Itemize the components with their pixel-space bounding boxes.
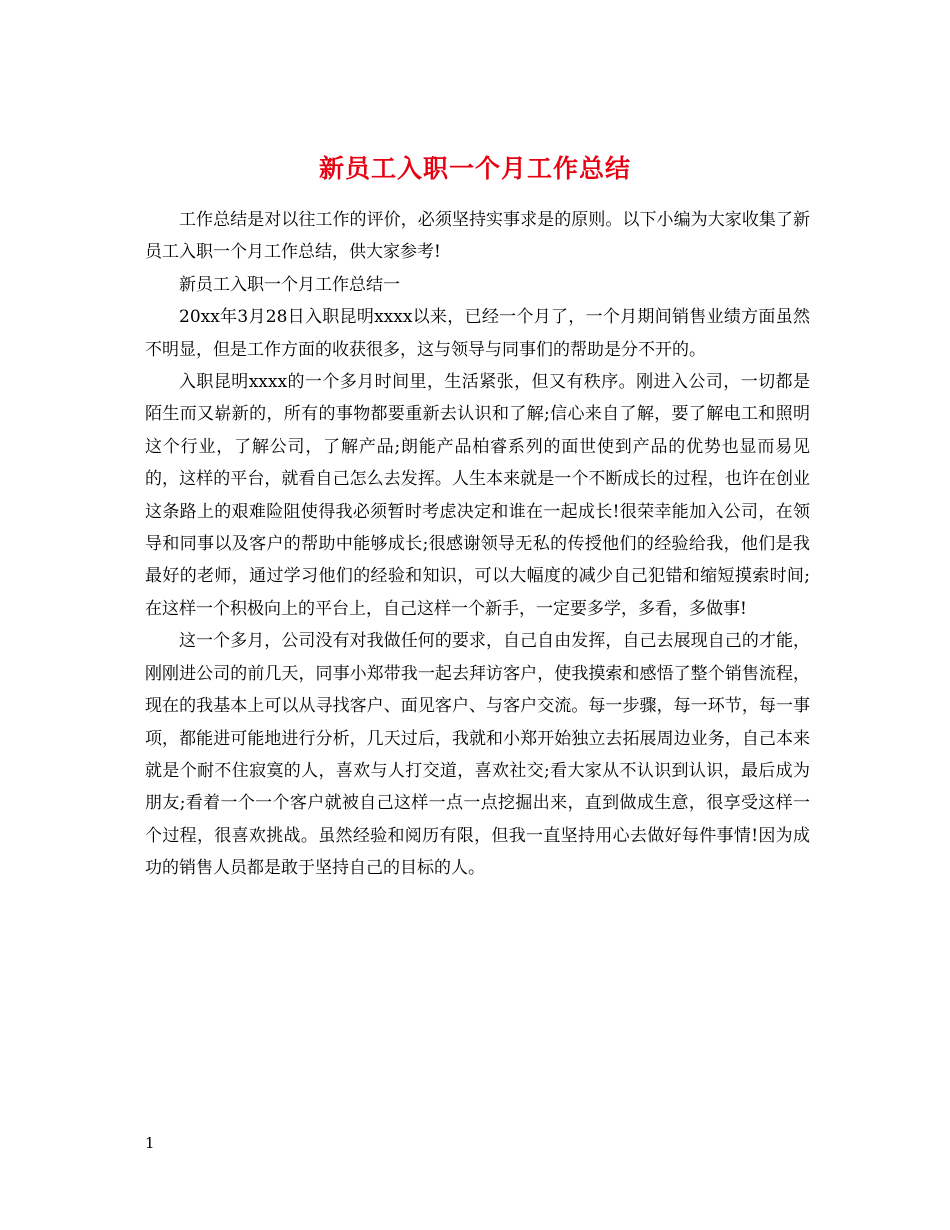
intro-paragraph: 工作总结是对以往工作的评价，必须坚持实事求是的原则。以下小编为大家收集了新员工入职一个月工作总结，供大家参考! xyxy=(145,210,810,263)
body-paragraph: 20xx年3月28日入职昆明xxxx以来，已经一个月了，一个月期间销售业绩方面虽然不明显，但是工作方面的收获很多，这与领导与同事们的帮助是分不开的。 xyxy=(145,307,810,360)
document-body xyxy=(145,204,810,885)
body-paragraph: 入职昆明xxxx的一个多月时间里，生活紧张，但又有秩序。刚进入公司，一切都是陌生而又崭新的，所有的事物都要重新去认识和了解;信心来自了解，要了解电工和照明这个行业，了解公司，了解产品;朗能产品柏睿系列的面世使到产品的优势也显而易见的，这样的平台，就看自己怎么去发挥。人生本来就是一个不断成长的过程，也许在创业这条路上的艰难险阻使得我必须暂时考虑决定和谁在一起成长!很荣幸能加入公司，在领导和同事以及客户的帮助中能够成长;很感谢领导无私的传授他们的经验给我，他们是我最好的老师，通过学习他们的经验和知识，可以大幅度的减少自己犯错和缩短摸索时间;在这样一个积极向上的平台上，自己这样一个新手，一定要多学，多看，多做事! xyxy=(145,372,810,619)
section-heading: 新员工入职一个月工作总结一 xyxy=(179,274,400,295)
body-paragraph: 这一个多月，公司没有对我做任何的要求，自己自由发挥，自己去展现自己的才能，刚刚进公司的前几天，同事小郑带我一起去拜访客户，使我摸索和感悟了整个销售流程，现在的我基本上可以从寻找客户、面见客户、与客户交流。每一步骤，每一环节，每一事项，都能进可能地进行分析，几天过后，我就和小郑开始独立去拓展周边业务，自己本来就是个耐不住寂寞的人，喜欢与人打交道，喜欢社交;看大家从不认识到认识，最后成为朋友;看着一个一个客户就被自己这样一点一点挖掘出来，直到做成生意，很享受这样一个过程，很喜欢挑战。虽然经验和阅历有限，但我一直坚持用心去做好每件事情!因为成功的销售人员都是敢于坚持自己的目标的人。 xyxy=(145,631,810,879)
document-title: 新员工入职一个月工作总结 xyxy=(318,153,631,183)
page-number: 1 xyxy=(145,1134,155,1152)
